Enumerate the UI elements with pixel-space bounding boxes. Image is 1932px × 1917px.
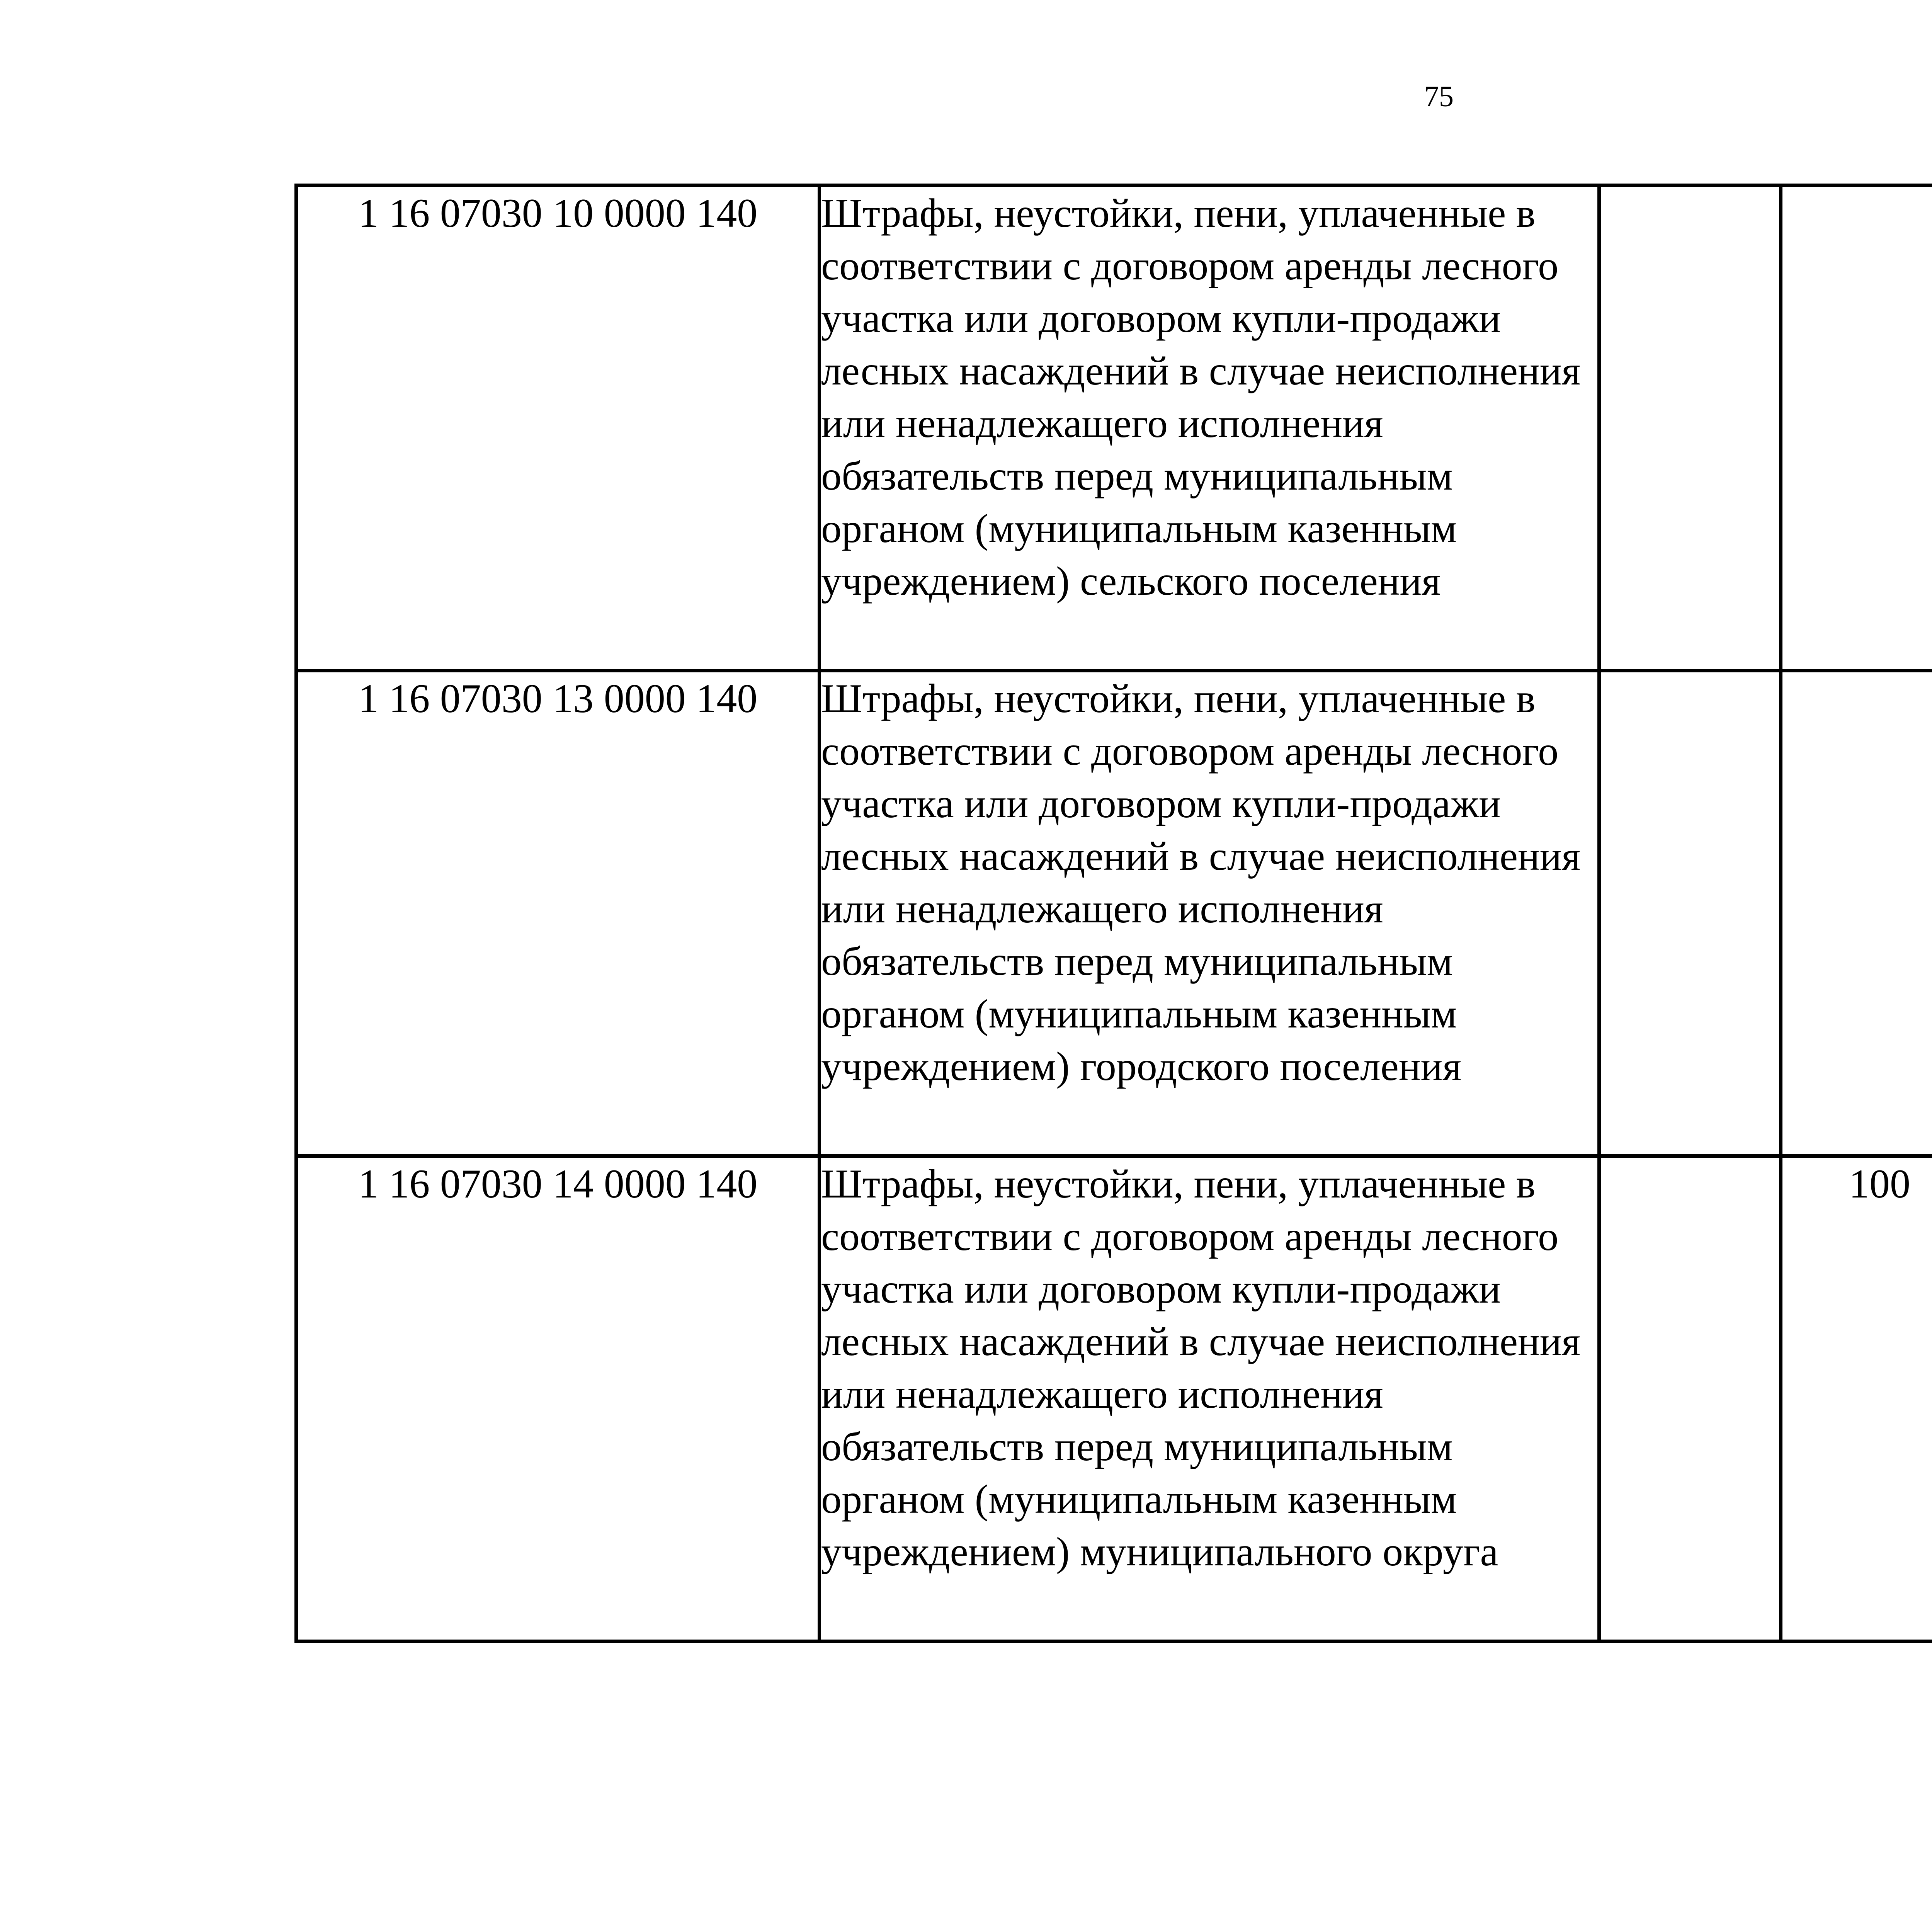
page-number: 75 <box>1424 80 1454 113</box>
value-cell <box>1599 671 1781 1156</box>
value-cell <box>1781 671 1932 1156</box>
table-row <box>296 185 1932 671</box>
value-cell <box>1599 1156 1781 1641</box>
budget-code-cell: 1 16 07030 14 0000 140 <box>296 1156 820 1641</box>
value-cell <box>1599 185 1781 671</box>
budget-code-table <box>294 184 1932 1643</box>
table-row <box>296 671 1932 1156</box>
value-cell: 100 <box>1781 1156 1932 1641</box>
description-cell: Штрафы, неустойки, пени, уплаченные в соответствии с договором аренды лесного участка или договором купли-продажи лесных насаждений в случае неисполнения или ненадлежащего исполнения обязательств перед муниципальным органом (муниципальным казенным учреждением) сельского поселения <box>820 185 1599 671</box>
description-cell: Штрафы, неустойки, пени, уплаченные в соответствии с договором аренды лесного участка или договором купли-продажи лесных насаждений в случае неисполнения или ненадлежащего исполнения обязательств перед муниципальным органом (муниципальным казенным учреждением) городского поселения <box>820 671 1599 1156</box>
value-cell <box>1781 185 1932 671</box>
table-row <box>296 1156 1932 1641</box>
budget-code-cell: 1 16 07030 10 0000 140 <box>296 185 820 671</box>
description-cell: Штрафы, неустойки, пени, уплаченные в соответствии с договором аренды лесного участка или договором купли-продажи лесных насаждений в случае неисполнения или ненадлежащего исполнения обязательств перед муниципальным органом (муниципальным казенным учреждением) муниципального округа <box>820 1156 1599 1641</box>
budget-code-cell: 1 16 07030 13 0000 140 <box>296 671 820 1156</box>
